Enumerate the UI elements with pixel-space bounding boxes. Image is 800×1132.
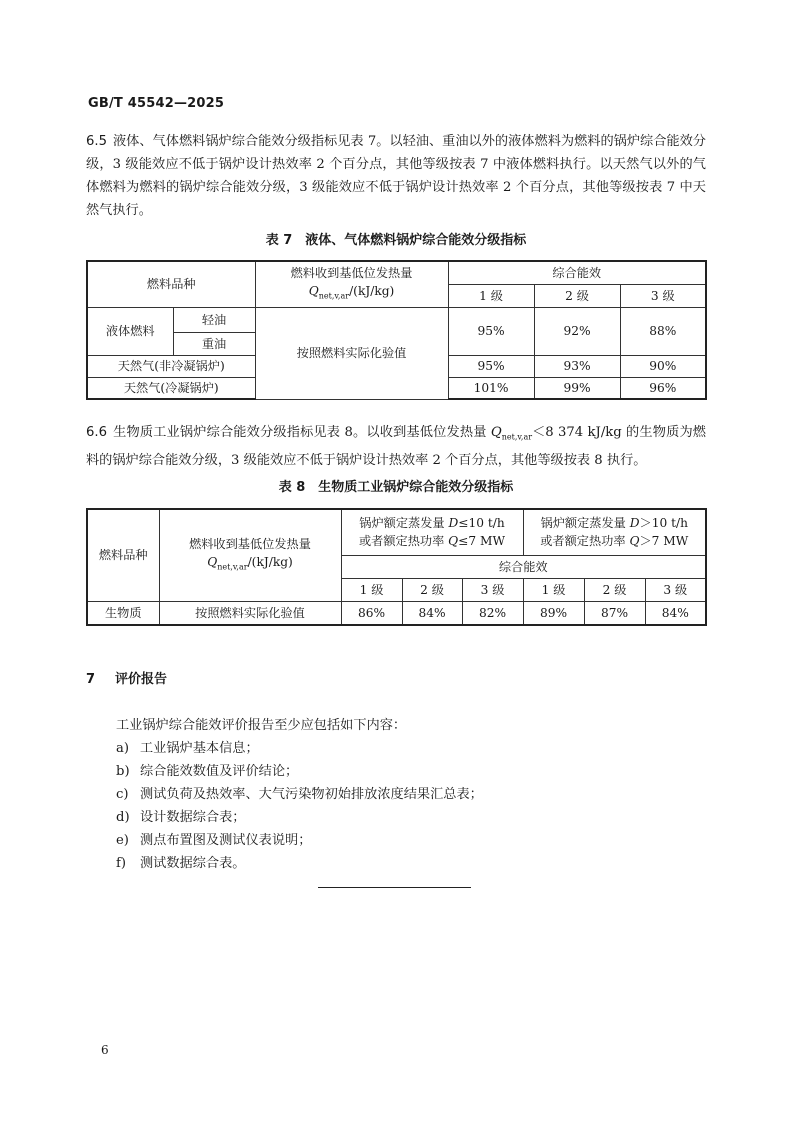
table-cell: 96% [620,377,706,399]
clause-number: 6.5 [86,134,107,149]
header-small-boiler: 锅炉额定蒸发量 D≤10 t/h 或者额定热功率 Q≤7 MW [341,509,523,555]
table-cell: 99% [534,377,620,399]
standard-number: GB/T 45542—2025 [88,96,225,111]
table-cell: 95% [448,307,534,355]
table-7-caption: 表 7 液体、气体燃料锅炉综合能效分级指标 [265,233,527,248]
heating-value-symbol: $Q_{net,v,ar}/(kJ/kg)$ [308,283,395,300]
header-grade: 3 级 [645,578,706,601]
header-efficiency: 综合能效 [341,555,706,578]
table-cell: 86% [341,601,402,625]
list-item: c) 测试负荷及热效率、大气污染物初始排放浓度结果汇总表； [116,787,483,802]
table-cell: 101% [448,377,534,399]
header-heating-value [255,261,448,307]
end-of-document-rule [318,887,471,888]
report-contents-list [116,714,483,875]
section-number: 7 [86,672,96,687]
list-item: b) 综合能效数值及评价结论； [116,764,299,779]
cell-gas-condensing: 天然气(冷凝锅炉) [87,377,255,399]
header-fuel-type: 燃料品种 [87,509,159,601]
table-8-caption: 表 8 生物质工业锅炉综合能效分级指标 [278,480,514,495]
section-title: 评价报告 [115,672,168,687]
clause-text: 液体、气体燃料锅炉综合能效分级指标见表 7。以轻油、重油以外的液体燃料为燃料的锅炉综合能效分级，3 级能效应不低于锅炉设计热效率 2 个百分点，其他等级按表 7 中液体燃料执行。以天然气以外的气体燃料为燃料的锅炉综合能效分级，3 级能效应不低于锅炉设计热效率 2 个百分点，其他等级按表 7 中天然气执行。 [86,134,706,218]
heating-value-label: 燃料收到基低位发热量 [290,265,413,280]
cell-heating-value: 按照燃料实际化验值 [255,307,448,399]
clause-number: 6.6 [86,425,107,440]
table-cell: 88% [620,307,706,355]
header-grade: 1 级 [341,578,402,601]
list-intro: 工业锅炉综合能效评价报告至少应包括如下内容： [116,718,407,733]
heating-value-symbol: $Q_{net,v,ar}/(kJ/kg)$ [207,554,293,571]
cell-liquid-fuel: 液体燃料 [87,307,173,355]
cell-biomass: 生物质 [87,601,159,625]
header-grade: 3 级 [462,578,523,601]
cell-light-oil: 轻油 [173,307,255,332]
clause-6-6: 6.6 生物质工业锅炉综合能效分级指标见表 8。以收到基低位发热量 $Q_{net,v,ar}<8$ 374 kJ/kg 的生物质为燃料的锅炉综合能效分级，3 级能效应不低于锅炉设计热效率 2 个百分点，其他等级按表 8 执行。 [86,425,706,468]
section-7-heading [86,668,167,687]
table-cell: 84% [645,601,706,625]
header-grade: 2 级 [402,578,462,601]
header-grade: 2 级 [584,578,645,601]
clause-6-5 [86,130,706,222]
table-cell: 95% [448,355,534,377]
table-cell: 89% [523,601,584,625]
table-cell: 82% [462,601,523,625]
heating-value-label: 燃料收到基低位发热量 [189,536,311,551]
header-fuel-type: 燃料品种 [87,261,255,307]
list-item: d) 设计数据综合表； [116,810,246,825]
header-heating-value [159,509,341,601]
cell-heating-value: 按照燃料实际化验值 [159,601,341,625]
table-cell: 92% [534,307,620,355]
table-cell: 90% [620,355,706,377]
header-large-boiler: 锅炉额定蒸发量 D＞10 t/h 或者额定热功率 Q＞7 MW [523,509,706,555]
page-number: 6 [101,1043,109,1057]
header-grade-2: 2 级 [534,284,620,307]
header-efficiency: 综合能效 [448,261,706,284]
list-item: e) 测点布置图及测试仪表说明； [116,833,312,848]
header-grade: 1 级 [523,578,584,601]
header-grade-1: 1 级 [448,284,534,307]
cell-heavy-oil: 重油 [173,332,255,355]
cell-gas-non-condensing: 天然气(非冷凝锅炉) [87,355,255,377]
table-8 [86,508,707,626]
table-cell: 87% [584,601,645,625]
table-7 [86,260,707,400]
list-item: f) 测试数据综合表。 [116,856,246,871]
list-item: a) 工业锅炉基本信息； [116,741,259,756]
table-cell: 93% [534,355,620,377]
header-grade-3: 3 级 [620,284,706,307]
table-cell: 84% [402,601,462,625]
